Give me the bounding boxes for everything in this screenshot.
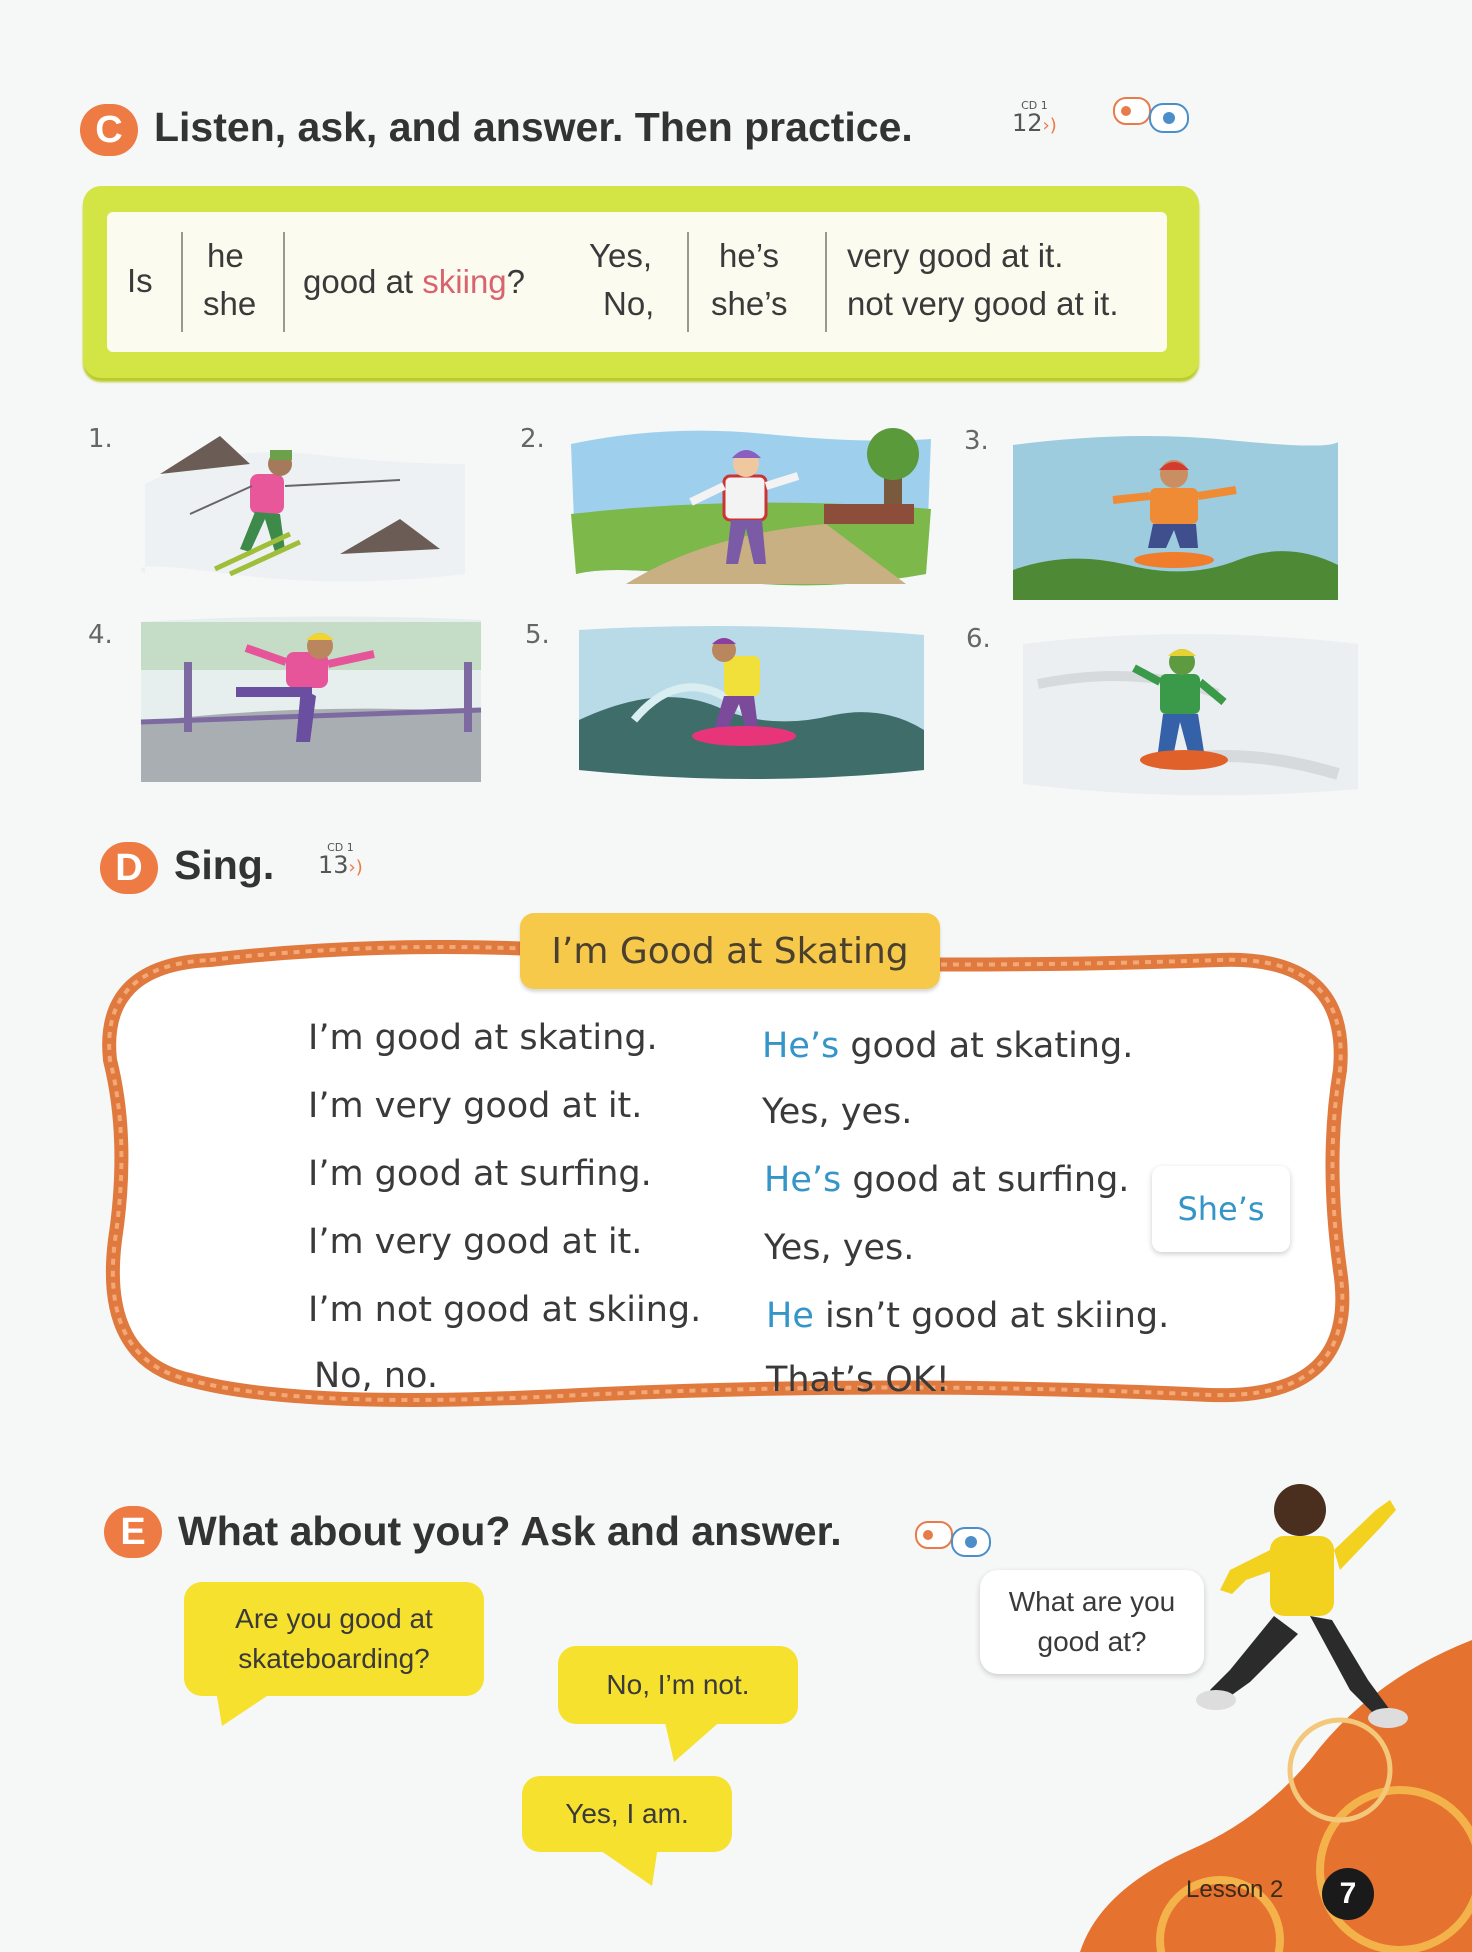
page-number: 7 (1322, 1868, 1374, 1920)
grammar-no: No, (603, 285, 655, 322)
grammar-is: Is (127, 262, 153, 299)
pronoun: He’s (764, 1160, 842, 1200)
picture-snowboarding (1018, 624, 1364, 804)
grammar-hes: he’s (719, 237, 779, 274)
audio-wave-icon: ›) (348, 857, 363, 878)
picture-number: 3. (964, 426, 989, 456)
section-e-title: What about you? Ask and answer. (178, 1508, 842, 1554)
picture-number: 5. (525, 620, 550, 650)
picture-skating (136, 612, 486, 788)
cd-label: CD 1 (1021, 99, 1048, 112)
grammar-shes: she’s (711, 285, 788, 322)
cd-track-12[interactable] (1012, 100, 1057, 135)
song-line: That’s OK! (766, 1360, 950, 1400)
picture-skiing (140, 424, 470, 584)
grammar-table (107, 212, 1167, 352)
pair-talk-icon (1112, 94, 1192, 138)
speech-bubble-no: No, I’m not. (558, 1646, 798, 1724)
pair-talk-icon (914, 1518, 994, 1562)
pronoun: He (766, 1296, 814, 1336)
grammar-yes: Yes, (589, 237, 653, 274)
speech-bubble-yes: Yes, I am. (522, 1776, 732, 1852)
grammar-box (83, 186, 1199, 378)
grammar-she: she (203, 285, 257, 322)
pronoun: He’s (762, 1026, 840, 1066)
song-line: I’m very good at it. (308, 1086, 643, 1126)
activity-word: skiing (422, 263, 507, 300)
picture-skateboarding (1008, 430, 1344, 606)
section-d-badge: D (100, 842, 158, 894)
picture-number: 2. (520, 424, 545, 454)
picture-rollerblading (566, 424, 936, 590)
picture-number: 4. (88, 620, 113, 650)
cd-label: CD 1 (327, 841, 354, 854)
song-line: I’m very good at it. (308, 1222, 643, 1262)
bubble-tail (664, 1718, 724, 1762)
grammar-he: he (207, 237, 244, 274)
speech-bubble-question: Are you good at skateboarding? (184, 1582, 484, 1696)
picture-surfing (574, 620, 930, 788)
section-d-title: Sing. (174, 842, 275, 888)
section-c-badge: C (80, 104, 138, 156)
song-line: I’m good at skating. (308, 1018, 658, 1058)
song-line: I’m not good at skiing. (308, 1290, 702, 1330)
song-title-banner: I’m Good at Skating (520, 913, 940, 989)
lesson-label: Lesson 2 (1186, 1876, 1284, 1903)
grammar-very-good: very good at it. (847, 237, 1064, 274)
picture-number: 1. (88, 424, 113, 454)
grammar-question: good at skiing? (303, 263, 526, 300)
cd-track-number: 12 (1012, 109, 1043, 137)
bubble-tail (594, 1846, 658, 1886)
song-line: I’m good at surfing. (308, 1154, 652, 1194)
song-line: He’s good at skating. (762, 1026, 1134, 1066)
song-line: No, no. (314, 1356, 438, 1396)
song-line: He isn’t good at skiing. (766, 1296, 1170, 1336)
bubble-tail (216, 1690, 276, 1726)
speech-bubble-boy: What are you good at? (980, 1570, 1204, 1674)
song-line: Yes, yes. (764, 1228, 915, 1268)
song-line: Yes, yes. (762, 1092, 913, 1132)
audio-wave-icon: ›) (1042, 115, 1057, 136)
song-line: He’s good at surfing. (764, 1160, 1130, 1200)
cd-track-number: 13 (318, 851, 349, 879)
boy-illustration (1190, 1470, 1420, 1770)
grammar-not-very-good: not very good at it. (847, 285, 1119, 322)
substitute-card: She’s (1152, 1166, 1290, 1252)
section-c-title: Listen, ask, and answer. Then practice. (154, 104, 913, 150)
cd-track-13[interactable] (318, 842, 363, 877)
section-e-badge: E (104, 1506, 162, 1558)
picture-number: 6. (966, 624, 991, 654)
